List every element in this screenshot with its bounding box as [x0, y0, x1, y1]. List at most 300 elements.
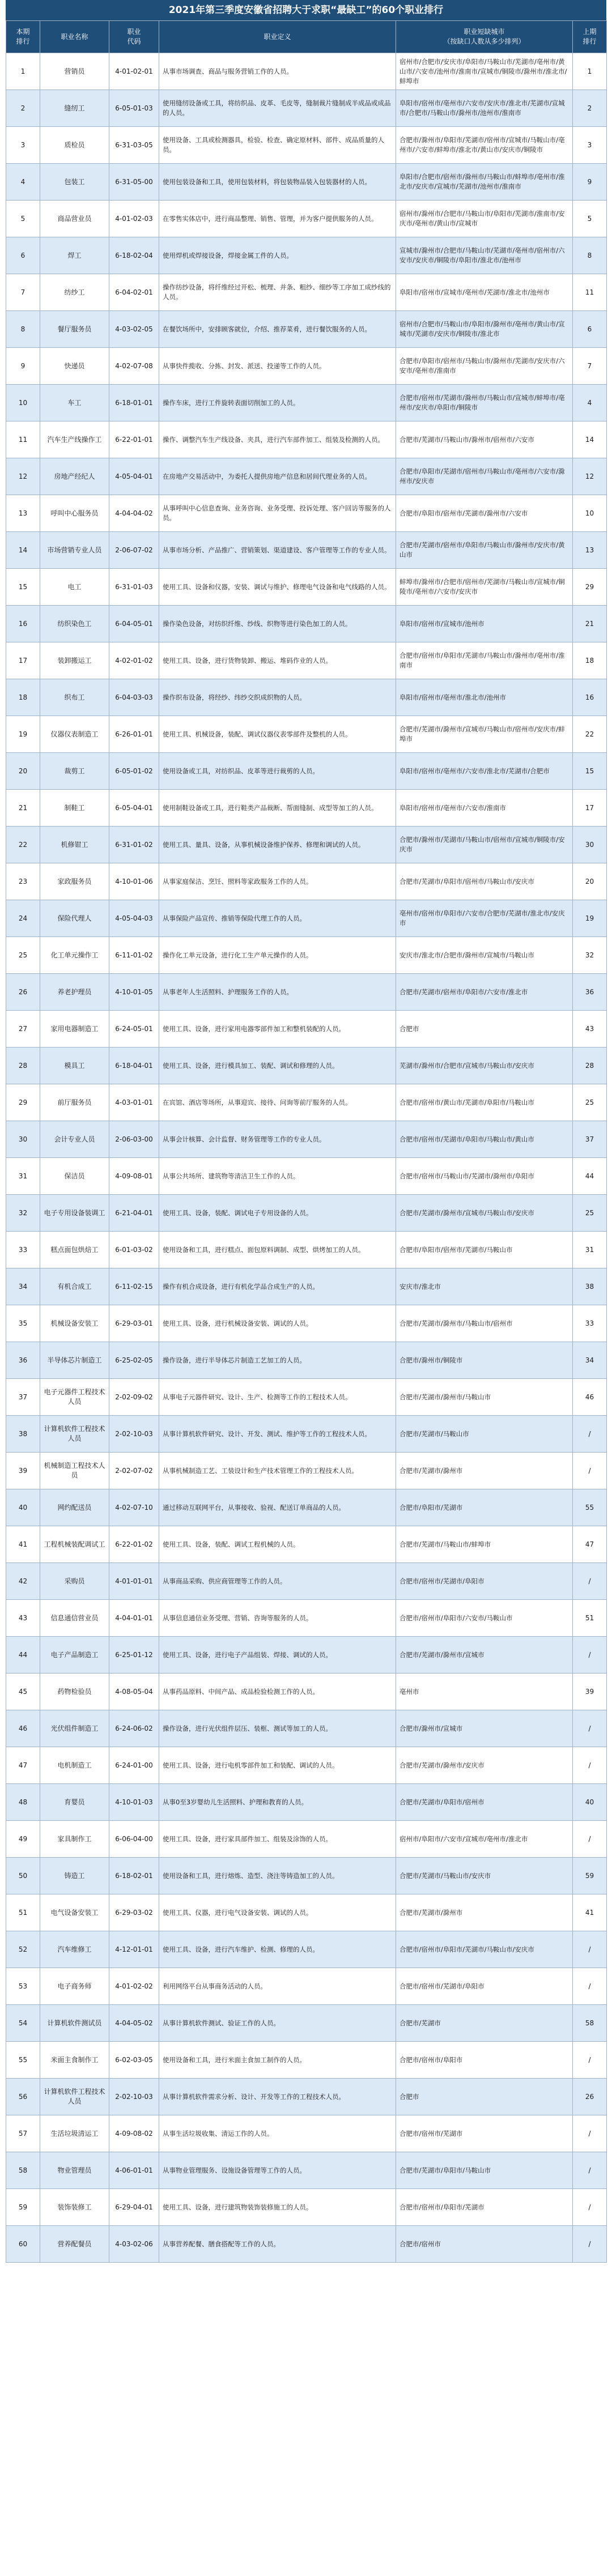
job-code-cell: 4-03-02-05	[109, 311, 159, 348]
shortage-cities-cell: 亳州市	[396, 1674, 573, 1710]
shortage-cities-cell: 合肥市/宿州市/阜阳市	[396, 2042, 573, 2079]
table-row	[6, 642, 607, 679]
rank-cell: 48	[6, 1784, 40, 1821]
ranking-table	[6, 20, 607, 2263]
shortage-cities-cell: 合肥市/芜湖市/阜阳市/宿州市/马鞍山市/安庆市	[396, 863, 573, 900]
job-definition-cell: 使用制鞋设备或工具，进行鞋类产品裁断、帮面缝制、成型等加工的人员。	[159, 790, 396, 827]
job-name-cell: 电子元器件工程技术人员	[40, 1379, 109, 1416]
job-name-cell: 市场营销专业人员	[40, 532, 109, 569]
job-name-cell: 生活垃圾清运工	[40, 2115, 109, 2152]
previous-rank-cell: 2	[573, 90, 607, 127]
job-name-cell: 米面主食制作工	[40, 2042, 109, 2079]
rank-cell: 3	[6, 127, 40, 164]
rank-cell: 34	[6, 1268, 40, 1305]
job-code-cell: 4-02-01-02	[109, 642, 159, 679]
job-name-cell: 汽车维修工	[40, 1931, 109, 1968]
col-header-cities: 职业短缺城市 （按缺口人数从多少排列）	[396, 21, 573, 53]
job-name-cell: 糕点面包烘焙工	[40, 1232, 109, 1268]
rank-cell: 21	[6, 790, 40, 827]
previous-rank-cell: 20	[573, 863, 607, 900]
table-row	[6, 1195, 607, 1232]
shortage-cities-cell: 宿州市/滁州市/合肥市/马鞍山市/阜阳市/芜湖市/淮南市/安庆市/亳州市/黄山市/宣城市	[396, 201, 573, 237]
job-definition-cell: 使用工具、量具、设备，从事机械设备维护保养、修理和调试的人员。	[159, 827, 396, 863]
table-row	[6, 2079, 607, 2115]
previous-rank-cell: 46	[573, 1379, 607, 1416]
job-code-cell: 2-02-07-02	[109, 1453, 159, 1489]
job-code-cell: 4-05-04-01	[109, 458, 159, 495]
shortage-cities-cell: 阜阳市/宿州市/亳州市/六安市/淮北市/芜湖市/合肥市	[396, 753, 573, 790]
job-name-cell: 物业管理员	[40, 2152, 109, 2189]
rank-cell: 1	[6, 53, 40, 90]
shortage-cities-cell: 合肥市/滁州市/阜阳市/芜湖市/宿州市/宣城市/马鞍山市/亳州市/六安市/蚌埠市/淮北市/黄山市/安庆市/铜陵市	[396, 127, 573, 164]
job-code-cell: 6-21-04-01	[109, 1195, 159, 1232]
job-definition-cell: 从事药品原料、中间产品、成品检验检测工作的人员。	[159, 1674, 396, 1710]
previous-rank-cell: 18	[573, 642, 607, 679]
job-definition-cell: 从事计算机软件研究、设计、开发、测试、维护等工作的工程技术人员。	[159, 1416, 396, 1453]
table-row	[6, 201, 607, 237]
table-row	[6, 1674, 607, 1710]
table-row	[6, 348, 607, 385]
job-definition-cell: 使用工具、设备，进行货物装卸、搬运、堆码作业的人员。	[159, 642, 396, 679]
job-code-cell: 6-25-02-05	[109, 1342, 159, 1379]
table-row	[6, 421, 607, 458]
table-row	[6, 1894, 607, 1931]
table-row	[6, 1416, 607, 1453]
job-definition-cell: 通过移动互联网平台，从事接收、验视、配送订单商品的人员。	[159, 1489, 396, 1526]
job-code-cell: 4-04-05-02	[109, 2005, 159, 2042]
col-header-prev-rank: 上期 排行	[573, 21, 607, 53]
job-name-cell: 半导体芯片制造工	[40, 1342, 109, 1379]
previous-rank-cell: 26	[573, 2079, 607, 2115]
job-definition-cell: 从事机械制造工艺、工装设计和生产技术管理工作的工程技术人员。	[159, 1453, 396, 1489]
shortage-cities-cell: 合肥市/宿州市/阜阳市/芜湖市/马鞍山市/安庆市	[396, 1931, 573, 1968]
job-definition-cell: 使用工具、设备，装配、调试电子专用设备的人员。	[159, 1195, 396, 1232]
job-code-cell: 4-10-01-05	[109, 974, 159, 1011]
shortage-cities-cell: 合肥市/宿州市/芜湖市/阜阳市/马鞍山市/黄山市	[396, 1121, 573, 1158]
previous-rank-cell: 51	[573, 1600, 607, 1637]
table-row	[6, 1710, 607, 1747]
previous-rank-cell: /	[573, 2152, 607, 2189]
job-code-cell: 6-05-01-02	[109, 753, 159, 790]
job-name-cell: 家具制作工	[40, 1821, 109, 1858]
job-definition-cell: 操作有机合成设备，进行有机化学品合成生产的人员。	[159, 1268, 396, 1305]
job-definition-cell: 从事会计核算、会计监督、财务管理等工作的专业人员。	[159, 1121, 396, 1158]
rank-cell: 28	[6, 1048, 40, 1084]
previous-rank-cell: 40	[573, 1784, 607, 1821]
rank-cell: 26	[6, 974, 40, 1011]
shortage-cities-cell: 合肥市/芜湖市/滁州市/马鞍山市/宿州市	[396, 1305, 573, 1342]
shortage-cities-cell: 合肥市/芜湖市/滁州市/宣城市	[396, 1637, 573, 1674]
shortage-cities-cell: 宿州市/合肥市/安庆市/阜阳市/马鞍山市/芜湖市/亳州市/黄山市/六安市/池州市/淮南市/宣城市/铜陵市/滁州市/淮北市/蚌埠市	[396, 53, 573, 90]
shortage-cities-cell: 合肥市/宿州市/芜湖市	[396, 2115, 573, 2152]
rank-cell: 43	[6, 1600, 40, 1637]
job-definition-cell: 操作设备，进行半导体芯片制造工艺加工的人员。	[159, 1342, 396, 1379]
job-name-cell: 铸造工	[40, 1858, 109, 1894]
job-name-cell: 质检员	[40, 127, 109, 164]
job-definition-cell: 使用设备和工具，进行熔炼、造型、浇注等铸造加工的人员。	[159, 1858, 396, 1894]
previous-rank-cell: 59	[573, 1858, 607, 1894]
previous-rank-cell: 17	[573, 790, 607, 827]
previous-rank-cell: 5	[573, 201, 607, 237]
job-definition-cell: 使用缝纫设备或工具，将纺织品、皮革、毛皮等，缝制裁片缝制成半成品或成品的人员。	[159, 90, 396, 127]
job-name-cell: 化工单元操作工	[40, 937, 109, 974]
table-row	[6, 2189, 607, 2226]
job-name-cell: 计算机软件工程技术人员	[40, 2079, 109, 2115]
job-code-cell: 4-03-01-01	[109, 1084, 159, 1121]
shortage-cities-cell: 合肥市/宿州市/芜湖市/滁州市/马鞍山市/宣城市/蚌埠市/亳州市/安庆市/阜阳市/铜陵市	[396, 385, 573, 421]
shortage-cities-cell: 阜阳市/宿州市/宣城市/亳州市/芜湖市/淮北市/池州市	[396, 274, 573, 311]
rank-cell: 30	[6, 1121, 40, 1158]
rank-cell: 49	[6, 1821, 40, 1858]
previous-rank-cell: 44	[573, 1158, 607, 1195]
job-code-cell: 4-12-01-01	[109, 1931, 159, 1968]
table-row	[6, 1784, 607, 1821]
job-definition-cell: 使用工具、机械设备，装配、调试仪器仪表零部件及整机的人员。	[159, 716, 396, 753]
rank-cell: 10	[6, 385, 40, 421]
job-code-cell: 6-31-01-02	[109, 827, 159, 863]
job-code-cell: 2-02-10-03	[109, 2079, 159, 2115]
job-code-cell: 6-04-02-01	[109, 274, 159, 311]
job-name-cell: 机械制造工程技术人员	[40, 1453, 109, 1489]
job-code-cell: 6-31-05-00	[109, 164, 159, 201]
job-definition-cell: 从事市场调查、商品与服务营销工作的人员。	[159, 53, 396, 90]
rank-cell: 15	[6, 569, 40, 606]
job-code-cell: 2-02-10-03	[109, 1416, 159, 1453]
job-definition-cell: 从事0至3岁婴幼儿生活照料、护理和教育的人员。	[159, 1784, 396, 1821]
shortage-cities-cell: 阜阳市/宿州市/宣城市/池州市	[396, 606, 573, 642]
shortage-cities-cell: 合肥市/阜阳市/宿州市/芜湖市/马鞍山市	[396, 1232, 573, 1268]
job-definition-cell: 使用设备、工具或检测器具，检验、检查、确定原材料、部件、成品质量的人员。	[159, 127, 396, 164]
job-name-cell: 仪器仪表制造工	[40, 716, 109, 753]
rank-cell: 5	[6, 201, 40, 237]
rank-cell: 31	[6, 1158, 40, 1195]
previous-rank-cell: 30	[573, 827, 607, 863]
shortage-cities-cell: 合肥市/芜湖市/滁州市/宣城市/马鞍山市/安庆市	[396, 1195, 573, 1232]
rank-cell: 22	[6, 827, 40, 863]
job-name-cell: 药物检验员	[40, 1674, 109, 1710]
table-row	[6, 1342, 607, 1379]
job-definition-cell: 从事公共场所、建筑物等清洁卫生工作的人员。	[159, 1158, 396, 1195]
table-row	[6, 753, 607, 790]
table-row	[6, 606, 607, 642]
shortage-cities-cell: 合肥市/宿州市/芜湖市/阜阳市	[396, 1563, 573, 1600]
job-code-cell: 6-05-01-03	[109, 90, 159, 127]
previous-rank-cell: /	[573, 1710, 607, 1747]
job-definition-cell: 从事生活垃圾收集、清运工作的人员。	[159, 2115, 396, 2152]
rank-cell: 11	[6, 421, 40, 458]
shortage-cities-cell: 合肥市/阜阳市/芜湖市	[396, 1489, 573, 1526]
job-definition-cell: 使用工具、设备，进行家用电器零部件加工和整机装配的人员。	[159, 1011, 396, 1048]
job-code-cell: 6-11-01-02	[109, 937, 159, 974]
table-row	[6, 1268, 607, 1305]
shortage-cities-cell: 合肥市/宿州市/马鞍山市/芜湖市/滁州市/阜阳市	[396, 1158, 573, 1195]
job-definition-cell: 从事家庭保洁、烹饪、照料等家政服务工作的人员。	[159, 863, 396, 900]
job-definition-cell: 使用包装设备和工具，使用包装材料，将包装物品装入包装器材的人员。	[159, 164, 396, 201]
job-definition-cell: 使用工具、设备，进行电子产品组装、焊接、调试的人员。	[159, 1637, 396, 1674]
previous-rank-cell: 12	[573, 458, 607, 495]
rank-cell: 14	[6, 532, 40, 569]
job-code-cell: 6-18-02-01	[109, 1858, 159, 1894]
shortage-cities-cell: 阜阳市/宿州市/亳州市/六安市/淮南市	[396, 790, 573, 827]
rank-cell: 35	[6, 1305, 40, 1342]
rank-cell: 37	[6, 1379, 40, 1416]
shortage-cities-cell: 合肥市/宿州市/黄山市/芜湖市/阜阳市/马鞍山市	[396, 1084, 573, 1121]
previous-rank-cell: 8	[573, 237, 607, 274]
job-name-cell: 汽车生产线操作工	[40, 421, 109, 458]
job-name-cell: 光伏组件制造工	[40, 1710, 109, 1747]
rank-cell: 7	[6, 274, 40, 311]
previous-rank-cell: 21	[573, 606, 607, 642]
rank-cell: 44	[6, 1637, 40, 1674]
job-definition-cell: 从事保险产品宣传、推销等保险代理工作的人员。	[159, 900, 396, 937]
rank-cell: 41	[6, 1526, 40, 1563]
job-name-cell: 信息通信营业员	[40, 1600, 109, 1637]
job-definition-cell: 从事电子元器件研究、设计、生产、检测等工作的工程技术人员。	[159, 1379, 396, 1416]
job-definition-cell: 使用工具、设备，进行模具加工、装配、调试和修理的人员。	[159, 1048, 396, 1084]
shortage-cities-cell: 合肥市/芜湖市/马鞍山市	[396, 1416, 573, 1453]
rank-cell: 38	[6, 1416, 40, 1453]
shortage-cities-cell: 阜阳市/宿州市/亳州市/六安市/安庆市/淮北市/芜湖市/宣城市/合肥市/马鞍山市/滁州市/池州市/淮南市	[396, 90, 573, 127]
previous-rank-cell: 33	[573, 1305, 607, 1342]
job-code-cell: 6-25-01-12	[109, 1637, 159, 1674]
job-name-cell: 电子产品制造工	[40, 1637, 109, 1674]
previous-rank-cell: /	[573, 2042, 607, 2079]
table-row	[6, 1011, 607, 1048]
previous-rank-cell: 3	[573, 127, 607, 164]
shortage-cities-cell: 宿州市/阜阳市/六安市/宣城市/亳州市/淮北市	[396, 1821, 573, 1858]
previous-rank-cell: /	[573, 1747, 607, 1784]
job-code-cell: 4-02-07-08	[109, 348, 159, 385]
table-body	[6, 53, 607, 2263]
job-code-cell: 6-31-03-05	[109, 127, 159, 164]
job-definition-cell: 使用工具、设备，进行汽车维护、检测、修理的人员。	[159, 1931, 396, 1968]
job-code-cell: 6-18-01-01	[109, 385, 159, 421]
job-name-cell: 会计专业人员	[40, 1121, 109, 1158]
shortage-cities-cell: 宿州市/合肥市/马鞍山市/阜阳市/滁州市/亳州市/黄山市/宣城市/芜湖市/安庆市/铜陵市/淮北市	[396, 311, 573, 348]
job-code-cell: 4-09-08-02	[109, 2115, 159, 2152]
table-row	[6, 827, 607, 863]
previous-rank-cell: 28	[573, 1048, 607, 1084]
job-name-cell: 缝纫工	[40, 90, 109, 127]
shortage-cities-cell: 合肥市/芜湖市/滁州市	[396, 1894, 573, 1931]
previous-rank-cell: /	[573, 1821, 607, 1858]
table-row	[6, 569, 607, 606]
table-row	[6, 311, 607, 348]
job-name-cell: 电子商务师	[40, 1968, 109, 2005]
job-code-cell: 6-22-01-02	[109, 1526, 159, 1563]
rank-cell: 56	[6, 2079, 40, 2115]
previous-rank-cell: 32	[573, 937, 607, 974]
previous-rank-cell: 15	[573, 753, 607, 790]
previous-rank-cell: 41	[573, 1894, 607, 1931]
previous-rank-cell: /	[573, 2226, 607, 2263]
table-row	[6, 863, 607, 900]
job-definition-cell: 操作、调整汽车生产线设备、夹具，进行汽车部件加工、组装及检测的人员。	[159, 421, 396, 458]
col-header-name: 职业名称	[40, 21, 109, 53]
previous-rank-cell: 10	[573, 495, 607, 532]
rank-cell: 6	[6, 237, 40, 274]
shortage-cities-cell: 亳州市/宿州市/阜阳市/六安市/合肥市/芜湖市/淮北市/安庆市	[396, 900, 573, 937]
job-definition-cell: 在房地产交易活动中，为委托人提供房地产信息和居间代理业务的人员。	[159, 458, 396, 495]
previous-rank-cell: /	[573, 2189, 607, 2226]
shortage-cities-cell: 合肥市/宿州市/芜湖市/阜阳市	[396, 1968, 573, 2005]
table-row	[6, 532, 607, 569]
table-row	[6, 1379, 607, 1416]
job-definition-cell: 在宾馆、酒店等场所，从事迎宾、接待、问询等前厅服务的人员。	[159, 1084, 396, 1121]
table-row	[6, 2042, 607, 2079]
table-row	[6, 458, 607, 495]
shortage-cities-cell: 合肥市/芜湖市/滁州市/安庆市	[396, 1747, 573, 1784]
shortage-cities-cell: 阜阳市/宿州市/亳州市/淮北市/池州市	[396, 679, 573, 716]
job-code-cell: 6-04-03-03	[109, 679, 159, 716]
shortage-cities-cell: 合肥市/阜阳市/宿州市/马鞍山市/滁州市/芜湖市/安庆市/六安市/亳州市/淮南市	[396, 348, 573, 385]
job-definition-cell: 从事商品采购、供应商管理等工作的人员。	[159, 1563, 396, 1600]
previous-rank-cell: /	[573, 1931, 607, 1968]
job-code-cell: 6-04-05-01	[109, 606, 159, 642]
table-row	[6, 90, 607, 127]
table-row	[6, 974, 607, 1011]
job-name-cell: 有机合成工	[40, 1268, 109, 1305]
shortage-cities-cell: 宣城市/滁州市/合肥市/马鞍山市/芜湖市/亳州市/宿州市/六安市/安庆市/铜陵市/阜阳市/淮北市/池州市	[396, 237, 573, 274]
rank-cell: 4	[6, 164, 40, 201]
job-name-cell: 纺纱工	[40, 274, 109, 311]
shortage-cities-cell: 合肥市/滁州市/宣城市	[396, 1710, 573, 1747]
table-row	[6, 1821, 607, 1858]
table-row	[6, 716, 607, 753]
table-row	[6, 164, 607, 201]
job-name-cell: 快递员	[40, 348, 109, 385]
table-row	[6, 2005, 607, 2042]
rank-cell: 2	[6, 90, 40, 127]
job-definition-cell: 使用工具、设备，进行机械设备安装、调试的人员。	[159, 1305, 396, 1342]
table-row	[6, 937, 607, 974]
previous-rank-cell: 16	[573, 679, 607, 716]
table-row	[6, 1158, 607, 1195]
table-row	[6, 1637, 607, 1674]
rank-cell: 29	[6, 1084, 40, 1121]
job-definition-cell: 使用工具、设备，进行建筑物装饰装修施工的人员。	[159, 2189, 396, 2226]
job-code-cell: 6-02-03-05	[109, 2042, 159, 2079]
previous-rank-cell: /	[573, 1563, 607, 1600]
job-name-cell: 装卸搬运工	[40, 642, 109, 679]
rank-cell: 54	[6, 2005, 40, 2042]
shortage-cities-cell: 合肥市	[396, 1011, 573, 1048]
table-row	[6, 1600, 607, 1637]
job-code-cell: 6-29-03-01	[109, 1305, 159, 1342]
job-definition-cell: 从事市场分析、产品推广、营销策划、渠道建设、客户管理等工作的专业人员。	[159, 532, 396, 569]
previous-rank-cell: 22	[573, 716, 607, 753]
job-name-cell: 前厅服务员	[40, 1084, 109, 1121]
job-name-cell: 家用电器制造工	[40, 1011, 109, 1048]
table-row	[6, 1563, 607, 1600]
job-code-cell: 4-02-07-10	[109, 1489, 159, 1526]
job-definition-cell: 使用设备和工具，进行米面主食加工制作的人员。	[159, 2042, 396, 2079]
table-row	[6, 679, 607, 716]
shortage-cities-cell: 合肥市/宿州市/阜阳市/芜湖市/马鞍山市/滁州市/亳州市/淮南市	[396, 642, 573, 679]
shortage-cities-cell: 合肥市/芜湖市/滁州市/宣城市/马鞍山市/宿州市/安庆市/蚌埠市	[396, 716, 573, 753]
previous-rank-cell: 14	[573, 421, 607, 458]
job-code-cell: 4-01-02-03	[109, 201, 159, 237]
shortage-cities-cell: 安庆市/淮北市/合肥市/滁州市/宣城市/马鞍山市	[396, 937, 573, 974]
previous-rank-cell: /	[573, 2115, 607, 2152]
job-code-cell: 6-11-02-15	[109, 1268, 159, 1305]
job-definition-cell: 操作设备，进行光伏组件层压、装框、测试等加工的人员。	[159, 1710, 396, 1747]
col-header-rank: 本期 排行	[6, 21, 40, 53]
job-definition-cell: 使用设备和工具，进行糕点、面包原料调制、成型、烘烤加工的人员。	[159, 1232, 396, 1268]
previous-rank-cell: 38	[573, 1268, 607, 1305]
job-name-cell: 计算机软件测试员	[40, 2005, 109, 2042]
job-code-cell: 6-18-04-01	[109, 1048, 159, 1084]
job-name-cell: 模具工	[40, 1048, 109, 1084]
rank-cell: 39	[6, 1453, 40, 1489]
table-row	[6, 237, 607, 274]
job-name-cell: 营销员	[40, 53, 109, 90]
job-name-cell: 机械设备安装工	[40, 1305, 109, 1342]
job-definition-cell: 从事计算机软件测试、验证工作的人员。	[159, 2005, 396, 2042]
previous-rank-cell: 1	[573, 53, 607, 90]
shortage-cities-cell: 蚌埠市/滁州市/合肥市/宿州市/芜湖市/马鞍山市/宣城市/铜陵市/亳州市/六安市/安庆市	[396, 569, 573, 606]
job-definition-cell: 利用网络平台从事商务活动的人员。	[159, 1968, 396, 2005]
rank-cell: 32	[6, 1195, 40, 1232]
job-name-cell: 房地产经纪人	[40, 458, 109, 495]
job-name-cell: 育婴员	[40, 1784, 109, 1821]
rank-cell: 16	[6, 606, 40, 642]
job-code-cell: 6-24-01-00	[109, 1747, 159, 1784]
job-code-cell: 4-04-01-01	[109, 1600, 159, 1637]
previous-rank-cell: 43	[573, 1011, 607, 1048]
job-code-cell: 6-06-04-00	[109, 1821, 159, 1858]
previous-rank-cell: 9	[573, 164, 607, 201]
table-row	[6, 1526, 607, 1563]
rank-cell: 60	[6, 2226, 40, 2263]
table-row	[6, 53, 607, 90]
job-name-cell: 包装工	[40, 164, 109, 201]
job-definition-cell: 从事物业管理服务、设施设备管理等工作的人员。	[159, 2152, 396, 2189]
job-code-cell: 4-09-08-01	[109, 1158, 159, 1195]
shortage-cities-cell: 合肥市/芜湖市/阜阳市/宿州市	[396, 1784, 573, 1821]
rank-cell: 42	[6, 1563, 40, 1600]
previous-rank-cell: 39	[573, 1674, 607, 1710]
job-name-cell: 织布工	[40, 679, 109, 716]
job-name-cell: 商品营业员	[40, 201, 109, 237]
job-name-cell: 机修钳工	[40, 827, 109, 863]
job-code-cell: 4-01-02-02	[109, 1968, 159, 2005]
job-name-cell: 营养配餐员	[40, 2226, 109, 2263]
job-definition-cell: 在餐饮场所中，安排顾客就位，介绍、推荐菜肴，进行餐饮服务的人员。	[159, 311, 396, 348]
job-name-cell: 车工	[40, 385, 109, 421]
shortage-cities-cell: 阜阳市/合肥市/宿州市/滁州市/马鞍山市/蚌埠市/亳州市/淮北市/安庆市/宣城市/芜湖市/池州市/淮南市	[396, 164, 573, 201]
job-code-cell: 2-06-07-02	[109, 532, 159, 569]
previous-rank-cell: 37	[573, 1121, 607, 1158]
rank-cell: 57	[6, 2115, 40, 2152]
previous-rank-cell: 7	[573, 348, 607, 385]
previous-rank-cell: 25	[573, 1195, 607, 1232]
job-code-cell: 6-18-02-04	[109, 237, 159, 274]
previous-rank-cell: 31	[573, 1232, 607, 1268]
job-definition-cell: 从事计算机软件需求分析、设计、开发等工作的工程技术人员。	[159, 2079, 396, 2115]
job-code-cell: 6-31-01-03	[109, 569, 159, 606]
job-definition-cell: 操作纺纱设备，将纤维经过开松、梳理、并条、粗纱、细纱等工序加工成纱线的人员。	[159, 274, 396, 311]
table-row	[6, 1453, 607, 1489]
job-name-cell: 电工	[40, 569, 109, 606]
table-header	[6, 21, 607, 53]
rank-cell: 25	[6, 937, 40, 974]
table-row	[6, 790, 607, 827]
job-name-cell: 计算机软件工程技术人员	[40, 1416, 109, 1453]
shortage-cities-cell: 合肥市/阜阳市/芜湖市/宿州市/马鞍山市/亳州市/六安市/滁州市/安庆市	[396, 458, 573, 495]
rank-cell: 18	[6, 679, 40, 716]
previous-rank-cell: 11	[573, 274, 607, 311]
